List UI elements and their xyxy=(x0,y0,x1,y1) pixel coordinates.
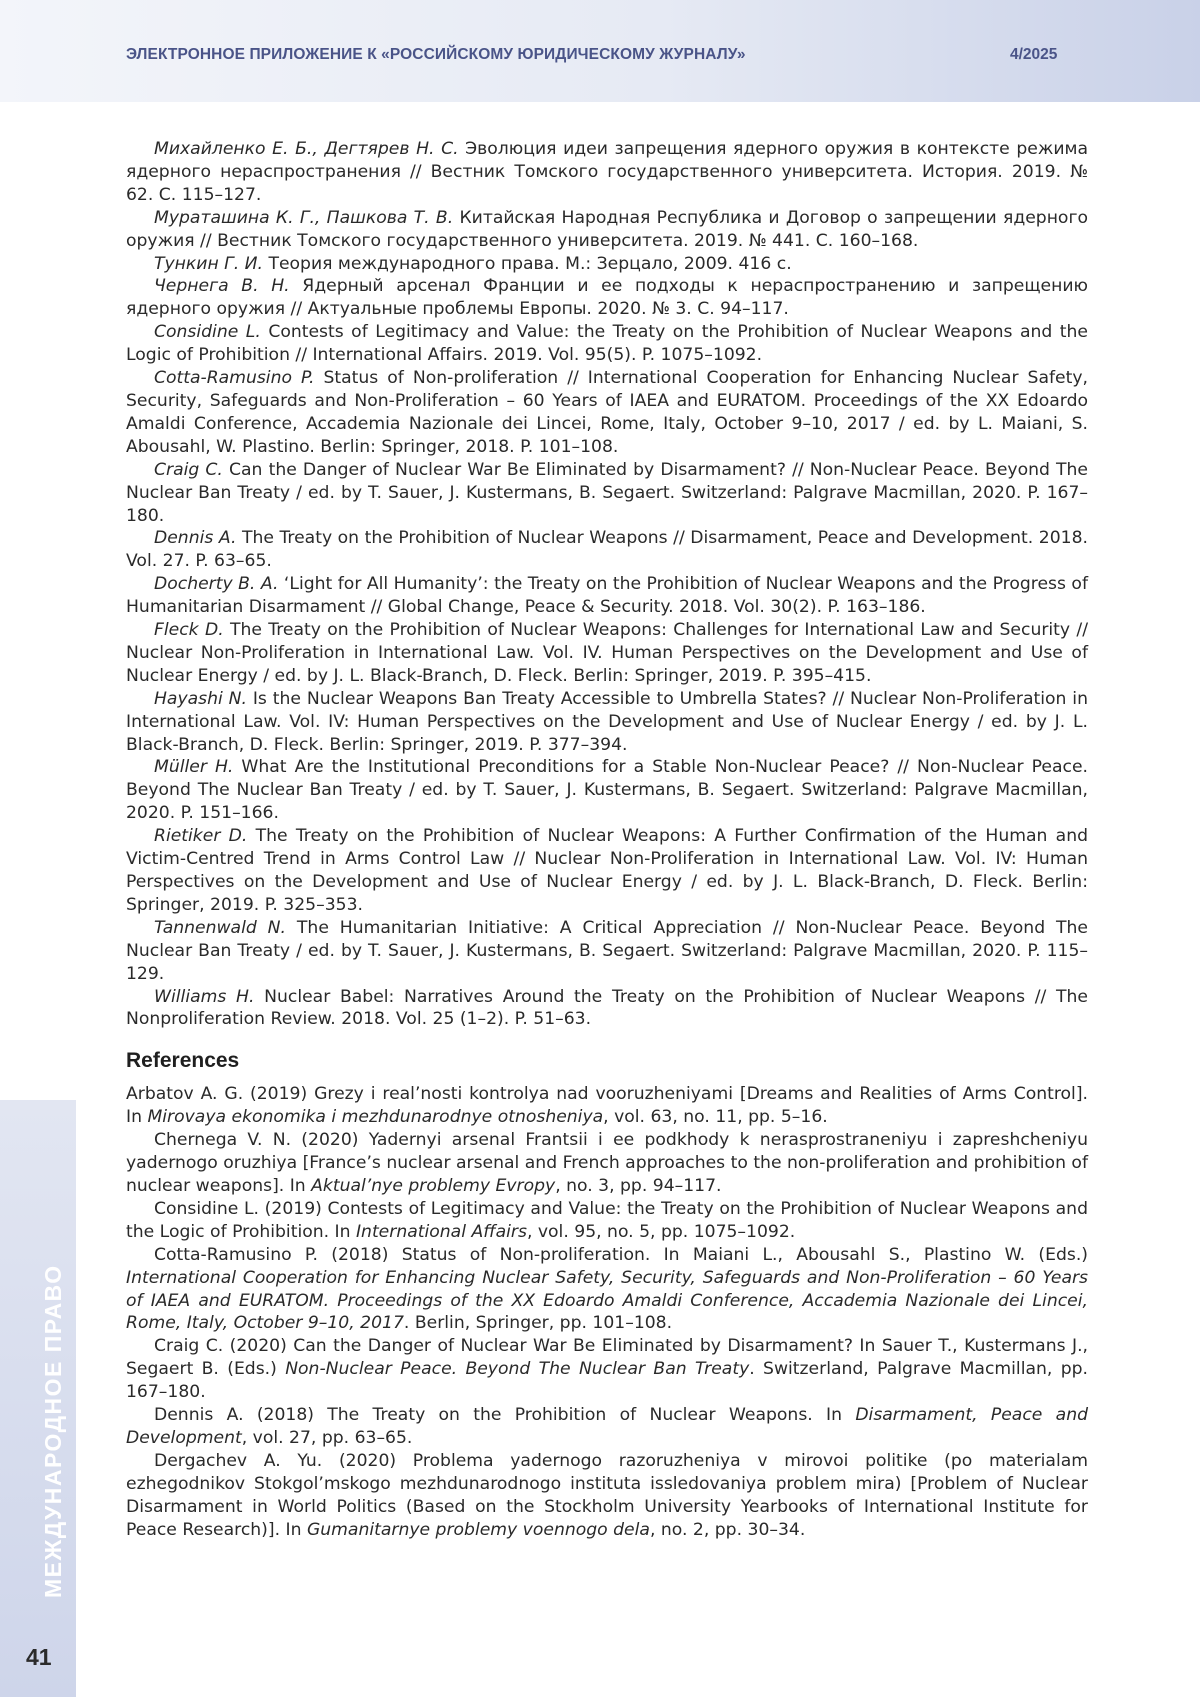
reference-entry xyxy=(126,1129,1088,1198)
reference-entry xyxy=(126,1198,1088,1244)
reference-source: Disarmament, Peace and Development xyxy=(126,1405,1088,1448)
entry-author: Михайленко Е. Б., Дегтярев Н. С. xyxy=(154,139,459,159)
reference-entry xyxy=(126,1404,1088,1450)
reference-text: Chernega V. N. (2020) Yadernyi arsenal Frantsii i ee podkhody k nerasprostraneniyu i zapreshcheniyu yadernogo oruzhiya [France’s nuclear arsenal and French approaches to the non-proliferation and prohibition of nuclear weapons]. In xyxy=(126,1130,1088,1196)
entry-author: Hayashi N. xyxy=(154,689,247,709)
entry-text: Contests of Legitimacy and Value: the Treaty on the Prohibition of Nuclear Weapons and the Logic of Prohibition // International Affairs. 2019. Vol. 95(5). P. 1075–1092. xyxy=(126,322,1088,365)
entry-text: Теория международного права. М.: Зерцало, 2009. 416 с. xyxy=(263,254,792,274)
reference-details: , vol. 95, no. 5, pp. 1075–1092. xyxy=(527,1222,795,1242)
reference-text: Arbatov A. G. (2019) Grezy i real’nosti kontrolya nad vooruzheniyami [Dreams and Realities of Arms Control]. In xyxy=(126,1084,1088,1127)
reference-details: , no. 2, pp. 30–34. xyxy=(650,1520,805,1540)
bibliography-entry xyxy=(126,619,1088,688)
entry-text: Is the Nuclear Weapons Ban Treaty Accessible to Umbrella States? // Nuclear Non-Proliferation in International Law. Vol. IV: Human Perspectives on the Development and Use of Nuclear Energy / ed. by J. L. Black-Branch, D. Fleck. Berlin: Springer, 2019. P. 377–394. xyxy=(126,689,1088,755)
entry-author: Dennis A. xyxy=(154,528,236,548)
bibliography-entry xyxy=(126,917,1088,986)
entry-author: Тункин Г. И. xyxy=(154,254,263,274)
references-list xyxy=(126,1083,1088,1541)
entry-text: The Treaty on the Prohibition of Nuclear Weapons: A Further Confirmation of the Human and Victim-Centred Trend in Arms Control Law // Nuclear Non-Proliferation in International Law. Vol. IV: Human Perspectives on the Development and Use of Nuclear Energy / ed. by J. L. Black-Branch, D. Fleck. Berlin: Springer, 2019. P. 325–353. xyxy=(126,826,1088,915)
entry-author: Мураташина К. Г., Пашкова Т. В. xyxy=(154,208,453,228)
entry-author: Cotta-Ramusino P. xyxy=(154,368,314,388)
reference-details: . Switzerland, Palgrave Macmillan, pp. 167–180. xyxy=(126,1359,1088,1402)
reference-entry xyxy=(126,1450,1088,1542)
reference-text: Dergachev A. Yu. (2020) Problema yadernogo razoruzheniya v mirovoi politike (po materialam ezhegodnikov Stokgol’mskogo mezhdunarodnogo instituta issledovaniya problem mira) [Problem of Nuclear Disarmament in World Politics (Based on the Stockholm University Yearbooks of International Institute for Peace Research)]. In xyxy=(126,1451,1088,1540)
entry-author: Docherty B. A. xyxy=(154,574,278,594)
journal-title: ЭЛЕКТРОННОЕ ПРИЛОЖЕНИЕ К «РОССИЙСКОМУ ЮРИДИЧЕСКОМУ ЖУРНАЛУ» xyxy=(126,46,746,64)
reference-text: Dennis A. (2018) The Treaty on the Prohibition of Nuclear Weapons. In xyxy=(154,1405,855,1425)
reference-source: Non-Nuclear Peace. Beyond The Nuclear Ban Treaty xyxy=(285,1359,749,1379)
reference-text: Craig C. (2020) Can the Danger of Nuclear War Be Eliminated by Disarmament? In Sauer T., Kustermans J., Segaert B. (Eds.) xyxy=(126,1336,1088,1379)
entry-text: ‘Light for All Humanity’: the Treaty on the Prohibition of Nuclear Weapons and the Progress of Humanitarian Disarmament // Global Change, Peace & Security. 2018. Vol. 30(2). P. 163–186. xyxy=(126,574,1088,617)
reference-entry xyxy=(126,1244,1088,1336)
reference-details: , no. 3, pp. 94–117. xyxy=(555,1176,721,1196)
entry-author: Чернега В. Н. xyxy=(154,276,290,296)
reference-source: Mirovaya ekonomika i mezhdunarodnye otnosheniya xyxy=(147,1107,603,1127)
reference-details: , vol. 27, pp. 63–65. xyxy=(242,1428,413,1448)
entry-text: Status of Non-proliferation // International Cooperation for Enhancing Nuclear Safety, Security, Safeguards and Non-Proliferation – 60 Years of IAEA and EURATOM. Proceedings of the XX Edoardo Amaldi Conference, Accademia Nazionale dei Lincei, Rome, Italy, October 9–10, 2017 / ed. by L. Maiani, S. Abousahl, W. Plastino. Berlin: Springer, 2018. P. 101–108. xyxy=(126,368,1088,457)
bibliography-entry xyxy=(126,367,1088,459)
reference-entry xyxy=(126,1335,1088,1404)
entry-author: Williams H. xyxy=(154,987,254,1007)
entry-author: Rietiker D. xyxy=(154,826,247,846)
entry-text: Китайская Народная Республика и Договор о запрещении ядерного оружия // Вестник Томского государственного университета. 2019. № 441. С. 160–168. xyxy=(126,208,1088,251)
entry-text: Ядерный арсенал Франции и ее подходы к нераспространению и запрещению ядерного оружия // Актуальные проблемы Европы. 2020. № 3. С. 94–117. xyxy=(126,276,1088,319)
references-heading: References xyxy=(126,1048,1088,1074)
bibliography-list xyxy=(126,138,1088,1031)
reference-entry xyxy=(126,1083,1088,1129)
reference-source: Aktual’nye problemy Evropy xyxy=(311,1176,555,1196)
reference-source: International Cooperation for Enhancing Nuclear Safety, Security, Safeguards and Non-Proliferation – 60 Years of IAEA and EURATOM. Proceedings of the XX Edoardo Amaldi Conference, Accademia Nazionale dei Lincei, Rome, Italy, October 9–10, 2017 xyxy=(126,1268,1088,1334)
entry-text: What Are the Institutional Preconditions for a Stable Non-Nuclear Peace? // Non-Nuclear Peace. Beyond The Nuclear Ban Treaty / ed. by T. Sauer, J. Kustermans, B. Segaert. Switzerland: Palgrave Macmillan, 2020. P. 151–166. xyxy=(126,757,1088,823)
reference-source: Gumanitarnye problemy voennogo dela xyxy=(307,1520,650,1540)
entry-author: Considine L. xyxy=(154,322,261,342)
page-number: 41 xyxy=(26,1644,52,1671)
entry-author: Fleck D. xyxy=(154,620,224,640)
entry-text: The Treaty on the Prohibition of Nuclear Weapons // Disarmament, Peace and Development. 2018. Vol. 27. P. 63–65. xyxy=(126,528,1088,571)
entry-text: Nuclear Babel: Narratives Around the Treaty on the Prohibition of Nuclear Weapons // The Nonproliferation Review. 2018. Vol. 25 (1–2). P. 51–63. xyxy=(126,987,1088,1030)
reference-source: International Affairs xyxy=(356,1222,527,1242)
entry-text: Эволюция идеи запрещения ядерного оружия в контексте режима ядерного нераспространения // Вестник Томского государственного университета. История. 2019. № 62. С. 115–127. xyxy=(126,139,1088,205)
entry-author: Craig C. xyxy=(154,460,223,480)
reference-details: , vol. 63, no. 11, pp. 5–16. xyxy=(603,1107,828,1127)
main-content xyxy=(126,138,1088,1541)
reference-text: Considine L. (2019) Contests of Legitimacy and Value: the Treaty on the Prohibition of Nuclear Weapons and the Logic of Prohibition. In xyxy=(126,1199,1088,1242)
section-label: МЕЖДУНАРОДНОЕ ПРАВО xyxy=(40,1264,67,1598)
entry-author: Tannenwald N. xyxy=(154,918,286,938)
entry-text: The Humanitarian Initiative: A Critical Appreciation // Non-Nuclear Peace. Beyond The Nuclear Ban Treaty / ed. by T. Sauer, J. Kustermans, B. Segaert. Switzerland: Palgrave Macmillan, 2020. P. 115–129. xyxy=(126,918,1088,984)
bibliography-entry xyxy=(126,527,1088,573)
bibliography-entry xyxy=(126,825,1088,917)
reference-details: . Berlin, Springer, pp. 101–108. xyxy=(404,1313,672,1333)
bibliography-entry xyxy=(126,688,1088,757)
entry-text: The Treaty on the Prohibition of Nuclear Weapons: Challenges for International Law and Security // Nuclear Non-Proliferation in International Law. Vol. IV. Human Perspectives on the Development and Use of Nuclear Energy / ed. by J. L. Black-Branch, D. Fleck. Berlin: Springer, 2019. P. 395–415. xyxy=(126,620,1088,686)
bibliography-entry xyxy=(126,138,1088,207)
bibliography-entry xyxy=(126,275,1088,321)
bibliography-entry xyxy=(126,253,1088,276)
reference-text: Cotta-Ramusino P. (2018) Status of Non-proliferation. In Maiani L., Abousahl S., Plastino W. (Eds.) xyxy=(154,1245,1088,1265)
bibliography-entry xyxy=(126,321,1088,367)
bibliography-entry xyxy=(126,459,1088,528)
entry-text: Can the Danger of Nuclear War Be Eliminated by Disarmament? // Non-Nuclear Peace. Beyond The Nuclear Ban Treaty / ed. by T. Sauer, J. Kustermans, B. Segaert. Switzerland: Palgrave Macmillan, 2020. P. 167–180. xyxy=(126,460,1088,526)
bibliography-entry xyxy=(126,207,1088,253)
bibliography-entry xyxy=(126,986,1088,1032)
bibliography-entry xyxy=(126,573,1088,619)
entry-author: Müller H. xyxy=(154,757,233,777)
bibliography-entry xyxy=(126,756,1088,825)
issue-number: 4/2025 xyxy=(1010,46,1057,64)
